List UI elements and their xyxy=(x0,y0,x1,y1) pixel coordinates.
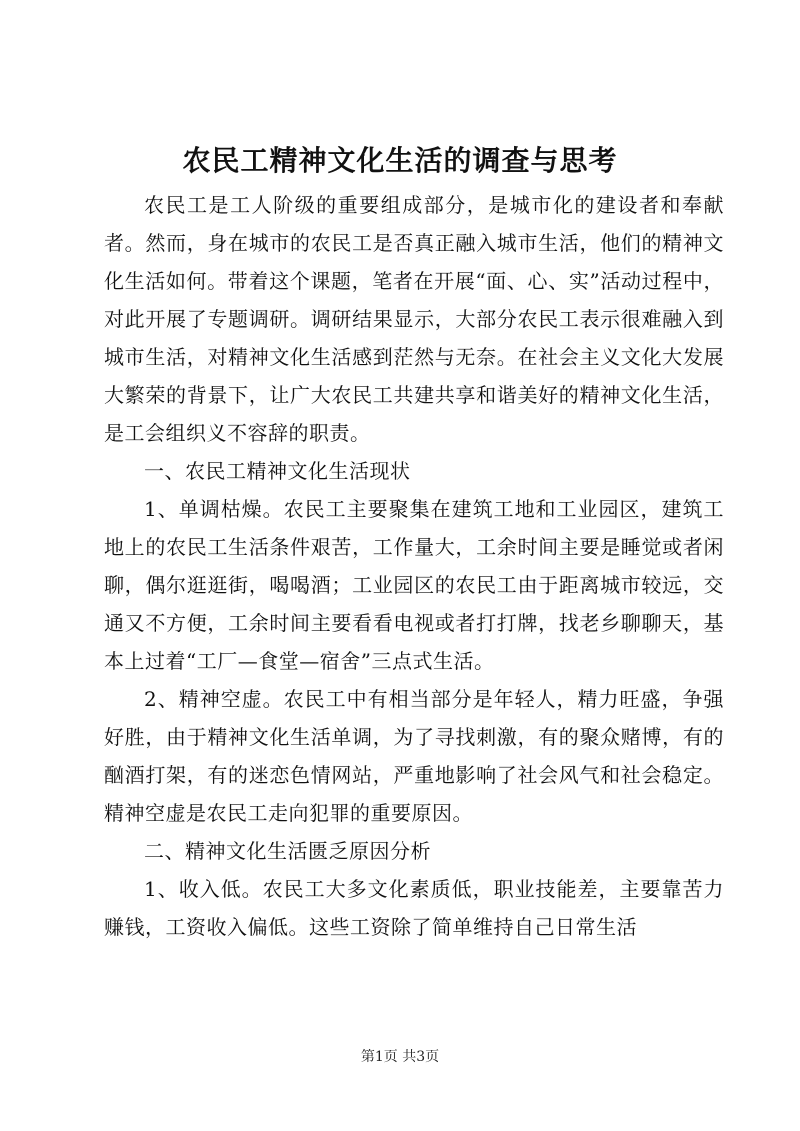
section-heading-cause-analysis: 二、精神文化生活匮乏原因分析 xyxy=(144,839,431,863)
document-title: 农民工精神文化生活的调查与思考 xyxy=(182,144,618,177)
section-heading-current-status: 一、农民工精神文化生活现状 xyxy=(144,459,411,483)
paragraph-low-income: 1、收入低。农民工大多文化素质低，职业技能差，主要靠苦力赚钱，工资收入偏低。这些工资除了简单维持自己日常生活 xyxy=(104,877,724,939)
paragraph-monotonous: 1、单调枯燥。农民工主要聚集在建筑工地和工业园区，建筑工地上的农民工生活条件艰苦，工作量大，工余时间主要是睡觉或者闲聊，偶尔逛逛街，喝喝酒；工业园区的农民工由于距离城市较远，交通又不方便，工余时间主要看看电视或者打打牌，找老乡聊聊天，基本上过着“工厂—食堂—宿舍”三点式生活。 xyxy=(104,497,724,673)
paragraph-intro: 农民工是工人阶级的重要组成部分，是城市化的建设者和奉献者。然而，身在城市的农民工是否真正融入城市生活，他们的精神文化生活如何。带着这个课题，笔者在开展“面、心、实”活动过程中，对此开展了专题调研。调研结果显示，大部分农民工表示很难融入到城市生活，对精神文化生活感到茫然与无奈。在社会主义文化大发展大繁荣的背景下，让广大农民工共建共享和谐美好的精神文化生活，是工会组织义不容辞的职责。 xyxy=(104,193,724,445)
page-number-footer: 第1页 共3页 xyxy=(360,1049,440,1065)
paragraph-spiritual-emptiness: 2、精神空虚。农民工中有相当部分是年轻人，精力旺盛，争强好胜，由于精神文化生活单调，为了寻找刺激，有的聚众赌博，有的酗酒打架，有的迷恋色情网站，严重地影响了社会风气和社会稳定。精神空虚是农民工走向犯罪的重要原因。 xyxy=(104,687,724,825)
document-body xyxy=(104,186,724,946)
